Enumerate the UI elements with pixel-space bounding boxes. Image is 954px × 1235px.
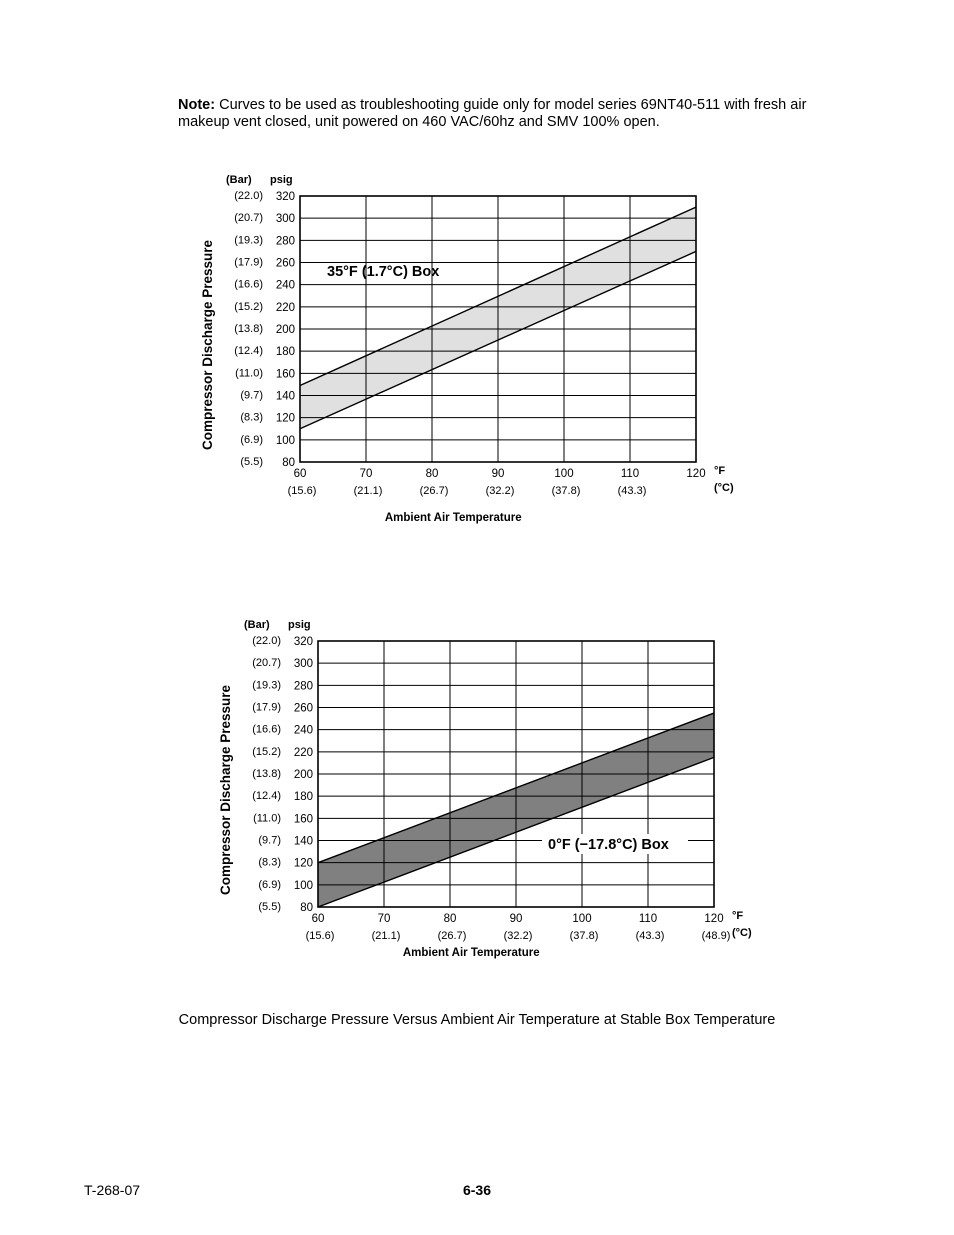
x-tick-label-c: (48.9) xyxy=(701,930,731,942)
x-tick-label-c: (21.1) xyxy=(353,485,383,497)
y-tick-label-psig: 240 xyxy=(275,279,295,292)
y-tick-label-psig: 320 xyxy=(293,636,313,648)
x-tick-label-c: (32.2) xyxy=(503,930,533,942)
y-unit-bar: (Bar) xyxy=(244,619,270,631)
y-tick-label-psig: 280 xyxy=(275,235,295,248)
y-tick-label-bar: (6.9) xyxy=(258,878,281,891)
x-tick-label-c: (15.6) xyxy=(287,485,317,497)
y-tick-label-psig: 80 xyxy=(300,902,313,914)
note-text: Curves to be used as troubleshooting guide only for model series 69NT40-511 with fresh air makeup vent closed, unit powered on 460 VAC/60hz and SMV 100% open. xyxy=(178,97,807,130)
y-tick-label-bar: (22.0) xyxy=(252,635,281,647)
x-unit-c: (°C) xyxy=(714,482,734,494)
y-tick-label-bar: (13.8) xyxy=(234,323,263,335)
x-tick-label-f: 90 xyxy=(491,468,505,480)
y-tick-label-psig: 220 xyxy=(275,301,295,314)
y-tick-label-psig: 220 xyxy=(293,746,313,759)
y-tick-label-bar: (11.0) xyxy=(235,367,263,380)
y-tick-label-bar: (6.9) xyxy=(240,433,263,446)
y-tick-label-psig: 200 xyxy=(293,769,313,781)
y-tick-label-psig: 320 xyxy=(275,191,295,203)
y-tick-label-bar: (9.7) xyxy=(258,834,281,847)
y-tick-label-bar: (5.5) xyxy=(258,901,281,913)
x-tick-label-c: (32.2) xyxy=(485,485,515,497)
y-tick-label-psig: 140 xyxy=(275,390,295,403)
y-tick-label-psig: 120 xyxy=(293,857,313,870)
x-tick-label-c: (21.1) xyxy=(371,930,401,942)
y-unit-psig: psig xyxy=(270,174,293,186)
y-unit-psig: psig xyxy=(288,619,311,631)
y-tick-label-bar: (17.9) xyxy=(234,256,263,269)
x-tick-label-f: 120 xyxy=(686,468,706,480)
y-tick-label-psig: 180 xyxy=(293,791,313,804)
x-tick-label-c: (43.3) xyxy=(617,485,647,497)
y-tick-label-bar: (15.2) xyxy=(234,300,263,313)
x-tick-label-c: (43.3) xyxy=(635,930,665,942)
x-tick-label-f: 60 xyxy=(293,468,307,480)
x-tick-label-f: 70 xyxy=(359,468,373,480)
figure-caption: Compressor Discharge Pressure Versus Ambient Air Temperature at Stable Box Temperature xyxy=(178,1012,776,1028)
y-tick-label-psig: 200 xyxy=(275,324,295,336)
y-tick-label-bar: (12.4) xyxy=(252,790,281,803)
x-tick-label-c: (26.7) xyxy=(437,930,467,942)
y-tick-label-psig: 280 xyxy=(293,680,313,693)
x-tick-label-c: (37.8) xyxy=(551,485,581,497)
y-tick-label-psig: 140 xyxy=(293,835,313,848)
x-tick-label-f: 100 xyxy=(554,468,574,480)
y-tick-label-psig: 300 xyxy=(275,213,295,226)
note-label: Note: xyxy=(178,97,216,113)
y-tick-label-bar: (19.3) xyxy=(234,234,263,247)
y-tick-label-psig: 100 xyxy=(275,434,295,447)
y-unit-bar: (Bar) xyxy=(226,174,252,186)
y-tick-label-bar: (16.6) xyxy=(234,278,263,291)
y-tick-label-psig: 120 xyxy=(275,412,295,425)
y-tick-label-psig: 160 xyxy=(275,368,295,381)
y-tick-label-bar: (22.0) xyxy=(234,190,263,202)
y-tick-label-bar: (8.3) xyxy=(258,856,281,869)
y-tick-label-psig: 80 xyxy=(282,457,295,469)
x-tick-label-f: 100 xyxy=(572,913,592,925)
y-tick-label-bar: (8.3) xyxy=(240,411,263,424)
y-tick-label-bar: (20.7) xyxy=(252,657,281,670)
y-tick-label-psig: 160 xyxy=(293,813,313,826)
y-tick-label-psig: 260 xyxy=(275,257,295,270)
y-axis-title: Compressor Discharge Pressure xyxy=(200,239,215,451)
x-axis-title: Ambient Air Temperature xyxy=(402,947,540,959)
x-unit-f: °F xyxy=(732,910,744,922)
y-tick-label-psig: 100 xyxy=(293,879,313,892)
y-tick-label-bar: (15.2) xyxy=(252,745,281,758)
x-unit-f: °F xyxy=(714,465,726,477)
box-temperature-label: 0°F (−17.8°C) Box xyxy=(548,837,669,853)
y-tick-label-bar: (9.7) xyxy=(240,389,263,402)
page-number: 6-36 xyxy=(462,1182,492,1198)
x-tick-label-f: 110 xyxy=(638,913,658,925)
x-tick-label-f: 80 xyxy=(425,468,439,480)
y-tick-label-psig: 180 xyxy=(275,346,295,359)
y-tick-label-psig: 240 xyxy=(293,724,313,737)
x-unit-c: (°C) xyxy=(732,927,752,939)
y-tick-label-bar: (5.5) xyxy=(240,456,263,468)
y-tick-label-bar: (20.7) xyxy=(234,212,263,225)
box-temperature-label: 35°F (1.7°C) Box xyxy=(327,264,440,280)
y-tick-label-bar: (13.8) xyxy=(252,768,281,780)
y-tick-label-bar: (17.9) xyxy=(252,701,281,714)
x-tick-label-f: 60 xyxy=(311,913,325,925)
x-tick-label-f: 110 xyxy=(620,468,640,480)
y-tick-label-bar: (12.4) xyxy=(234,345,263,358)
y-axis-title: Compressor Discharge Pressure xyxy=(218,684,233,896)
y-tick-label-bar: (11.0) xyxy=(253,812,281,825)
x-axis-title: Ambient Air Temperature xyxy=(384,512,522,524)
x-tick-label-c: (15.6) xyxy=(305,930,335,942)
x-tick-label-f: 120 xyxy=(704,913,724,925)
x-tick-label-c: (26.7) xyxy=(419,485,449,497)
y-tick-label-psig: 260 xyxy=(293,702,313,715)
y-tick-label-bar: (16.6) xyxy=(252,723,281,736)
y-tick-label-bar: (19.3) xyxy=(252,679,281,692)
y-tick-label-psig: 300 xyxy=(293,658,313,671)
x-tick-label-f: 90 xyxy=(509,913,523,925)
x-tick-label-f: 80 xyxy=(443,913,457,925)
x-tick-label-f: 70 xyxy=(377,913,391,925)
doc-number: T-268-07 xyxy=(84,1182,141,1198)
x-tick-label-c: (37.8) xyxy=(569,930,599,942)
